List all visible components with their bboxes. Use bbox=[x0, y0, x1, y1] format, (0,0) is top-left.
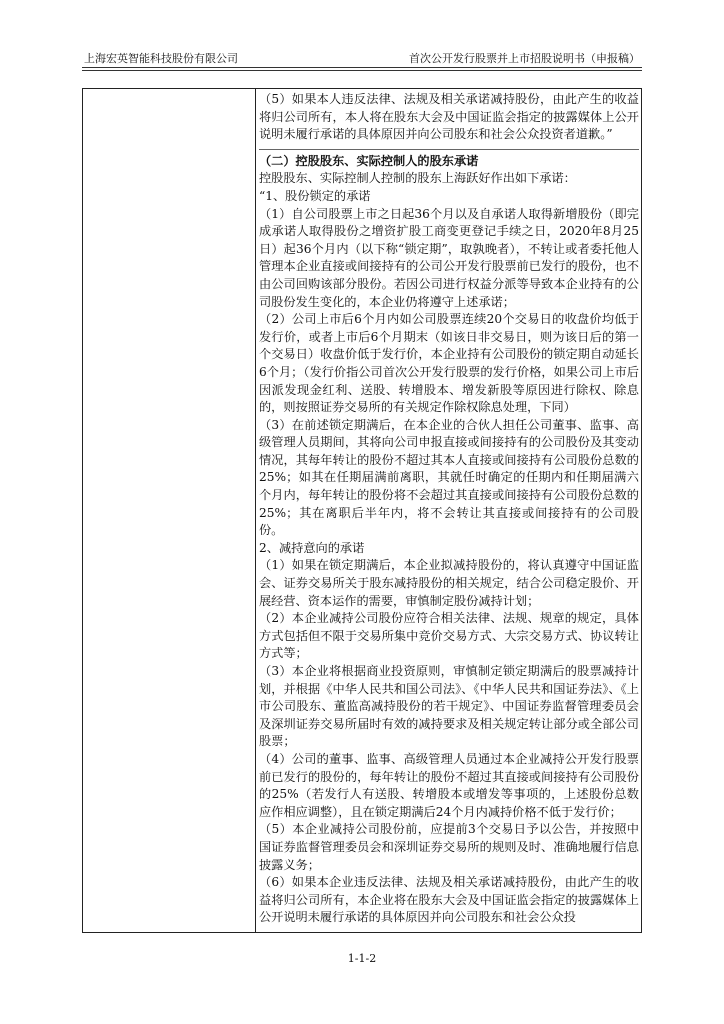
header-rule bbox=[82, 67, 642, 68]
paragraph: （3）在前述锁定期满后，在本企业的合伙人担任公司董事、监事、高级管理人员期间，其将向公司申报直接或间接持有的公司股份及其变动情况，其每年转让的股份不超过其本人直接或间接持有公司股份总数的25%；如其在任期届满前离职，其就任时确定的任期内和任期届满六个月内，每年转让的股份将不会超过其直接或间接持有公司股份总数的25%；其在离职后半年内，将不会转让其直接或间接持有的公司股份。 bbox=[259, 417, 639, 538]
header-doc-title: 首次公开发行股票并上市招股说明书（申报稿） bbox=[409, 52, 640, 65]
paragraph: （4）公司的董事、监事、高级管理人员通过本企业减持公开发行股票前已发行的股份的，每年转让的股份不超过其直接或间接持有公司股份的25%（若发行人有送股、转增股本或增发等事项的，上述股份总数应作相应调整），且在锁定期满后24个月内减持价格不低于发行价； bbox=[259, 751, 639, 819]
paragraph: （1）自公司股票上市之日起36个月以及自承诺人取得新增股份（即完成承诺人取得股份之增资扩股工商变更登记手续之日，2020年8月25日）起36个月内（以下称“锁定期”，取孰晚者），不转让或者委托他人管理本企业直接或间接持有的公司公开发行股票前已发行的股份，也不由公司回购该部分股份。若因公司进行权益分派等导致本企业持有的公司股份发生变化的，本企业仍将遵守上述承诺； bbox=[259, 206, 639, 309]
header-rule-secondary bbox=[82, 70, 642, 71]
column-divider bbox=[255, 89, 256, 932]
table-text-cell bbox=[259, 91, 639, 927]
content-table bbox=[82, 88, 642, 933]
paragraph: （1）如果在锁定期满后，本企业拟减持股份的，将认真遵守中国证监会、证券交易所关于股东减持股份的相关规定，结合公司稳定股价、开展经营、资本运作的需要，审慎制定股份减持计划； bbox=[259, 558, 639, 608]
paragraph: （2）本企业减持公司股份应符合相关法律、法规、规章的规定，具体方式包括但不限于交易所集中竞价交易方式、大宗交易方式、协议转让方式等； bbox=[259, 611, 639, 661]
top-paragraph: （5）如果本人违反法律、法规及相关承诺减持股份，由此产生的收益将归公司所有，本人将在股东大会及中国证监会指定的披露媒体上公开说明未履行承诺的具体原因并向公司股东和社会公众投资者道歉。” bbox=[259, 92, 639, 142]
header-company: 上海宏英智能科技股份有限公司 bbox=[84, 52, 238, 65]
paragraph: “1、股份锁定的承诺 bbox=[259, 188, 371, 203]
paragraph: （6）如果本企业违反法律、法规及相关承诺减持股份，由此产生的收益将归公司所有，本企业将在股东大会及中国证监会指定的披露媒体上公开说明未履行承诺的具体原因并向公司股东和社会公众投 bbox=[259, 875, 639, 925]
paragraph: 控股股东、实际控制人控制的股东上海跃好作出如下承诺： bbox=[259, 171, 576, 186]
paragraph: （3）本企业将根据商业投资原则，审慎制定锁定期满后的股票减持计划，并根据《中华人民共和国公司法》、《中华人民共和国证券法》、《上市公司股东、董监高减持股份的若干规定》、中国证券监督管理委员会及深圳证券交易所届时有效的减持要求及相关规定转让部分或全部公司股票； bbox=[259, 664, 639, 749]
section-title: （二）控股股东、实际控制人的股东承诺 bbox=[259, 153, 479, 168]
page-number: 1-1-2 bbox=[347, 952, 377, 965]
paragraph: 2、减持意向的承诺 bbox=[259, 540, 365, 555]
paragraph: （2）公司上市后6个月内如公司股票连续20个交易日的收盘价均低于发行价，或者上市后6个月期末（如该日非交易日，则为该日后的第一个交易日）收盘价低于发行价，本企业持有公司股份的锁定期自动延长6个月；（发行价指公司首次公开发行股票的发行价格，如果公司上市后因派发现金红利、送股、转增股本、增发新股等原因进行除权、除息的，则按照证券交易所的有关规定作除权除息处理，下同） bbox=[259, 312, 639, 415]
section-divider bbox=[259, 149, 639, 150]
paragraph: （5）本企业减持公司股份前，应提前3个交易日予以公告，并按照中国证券监督管理委员会和深圳证券交易所的规则及时、准确地履行信息披露义务； bbox=[259, 822, 639, 872]
